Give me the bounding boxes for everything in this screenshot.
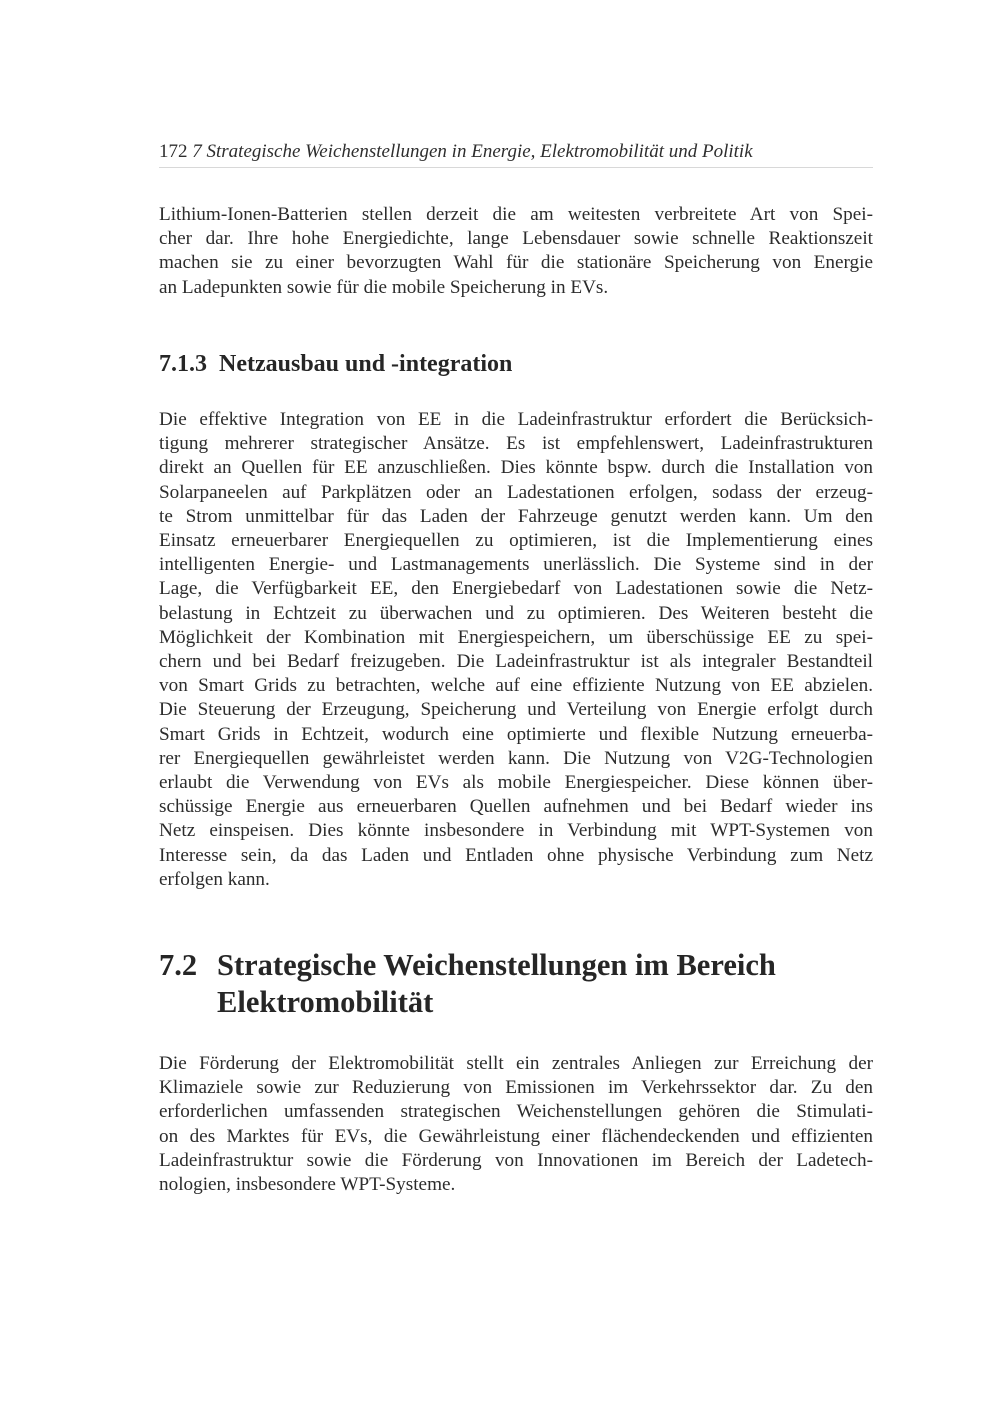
paragraph-line: tigung mehrerer strategischer Ansätze. Es ist empfehlenswert, Ladeinfrastrukturen — [159, 433, 873, 455]
paragraph-line: Die effektive Integration von EE in die Ladeinfrastruktur erfordert die Berücksich- — [159, 409, 873, 430]
paragraph-line: Die Förderung der Elektromobilität stellt ein zentrales Anliegen zur Erreichung der — [159, 1053, 873, 1074]
paragraph-line: Lage, die Verfügbarkeit EE, den Energiebedarf von Ladestationen sowie die Netz- — [159, 578, 873, 600]
page-number: 172 — [159, 141, 188, 162]
paragraph-line: chern und bei Bedarf freizugeben. Die Ladeinfrastruktur ist als integraler Bestandteil — [159, 651, 873, 673]
paragraph-line: te Strom unmittelbar für das Laden der Fahrzeuge genutzt werden kann. Um den — [159, 505, 873, 527]
paragraph-line: an Ladepunkten sowie für die mobile Speicherung in EVs. — [159, 276, 609, 298]
paragraph-line: belastung in Echtzeit zu überwachen und zu optimieren. Des Weiteren besteht die — [159, 602, 873, 624]
paragraph-line: machen sie zu einer bevorzugten Wahl für die stationäre Speicherung von Energie — [159, 252, 873, 274]
paragraph-line: erforderlichen umfassenden strategischen Weichenstellungen gehören die Stimulati- — [159, 1101, 873, 1123]
paragraph-lithium-ion — [159, 203, 873, 300]
subsection-number: 7.1.3 — [159, 351, 207, 377]
subsection-title: Netzausbau und -integration — [219, 351, 513, 377]
paragraph-line: cher dar. Ihre hohe Energiedichte, lange Lebensdauer sowie schnelle Reaktionszeit — [159, 228, 873, 250]
paragraph-line: on des Marktes für EVs, die Gewährleistung einer flächendeckenden und effizienten — [159, 1125, 873, 1147]
paragraph-line: Lithium-Ionen-Batterien stellen derzeit die am weitesten verbreitete Art von Spei- — [159, 204, 873, 225]
paragraph-line: direkt an Quellen für EE anzuschließen. Dies könnte bspw. durch die Installation von — [159, 457, 873, 479]
paragraph-line: nologien, insbesondere WPT-Systeme. — [159, 1174, 456, 1196]
paragraph-line: Netz einspeisen. Dies könnte insbesondere in Verbindung mit WPT-Systemen von — [159, 820, 873, 842]
paragraph-line: Die Steuerung der Erzeugung, Speicherung und Verteilung von Energie erfolgt durch — [159, 699, 873, 721]
paragraph-line: erlaubt die Verwendung von EVs als mobile Energiespeicher. Diese können über- — [159, 772, 873, 794]
paragraph-line: Möglichkeit der Kombination mit Energiespeichern, um überschüssige EE zu spei- — [159, 626, 873, 648]
paragraph-line: Ladeinfrastruktur sowie die Förderung von Innovationen im Bereich der Ladetech- — [159, 1149, 873, 1171]
subsection-heading — [159, 350, 512, 378]
paragraph-line: erfolgen kann. — [159, 868, 270, 890]
section-heading — [159, 947, 873, 1021]
paragraph-line: rer Energiequellen gewährleistet werden kann. Die Nutzung von V2G-Technologien — [159, 747, 873, 769]
section-number: 7.2 — [159, 948, 198, 982]
running-head — [159, 141, 873, 168]
paragraph-line: schüssige Energie aus erneuerbaren Quellen aufnehmen und bei Bedarf wieder ins — [159, 796, 873, 818]
paragraph-line: Smart Grids in Echtzeit, wodurch eine optimierte und flexible Nutzung erneuerba- — [159, 723, 873, 745]
running-chapter-title: 7 Strategische Weichenstellungen in Energie, Elektromobilität und Politik — [192, 141, 753, 162]
paragraph-line: Solarpaneelen auf Parkplätzen oder an Ladestationen erfolgen, sodass der erzeug- — [159, 481, 873, 503]
paragraph-line: Einsatz erneuerbarer Energiequellen zu optimieren, ist die Implementierung eines — [159, 530, 873, 552]
section-title-line-2: Elektromobilität — [217, 985, 434, 1019]
paragraph-line: von Smart Grids zu betrachten, welche auf eine effiziente Nutzung von EE abzielen. — [159, 675, 873, 697]
paragraph-line: Klimaziele sowie zur Reduzierung von Emissionen im Verkehrssektor dar. Zu den — [159, 1077, 873, 1099]
paragraph-line: intelligenten Energie- und Lastmanagements unerlässlich. Die Systeme sind in der — [159, 554, 873, 576]
paragraph-grid-integration — [159, 408, 873, 892]
section-title-line-1: Strategische Weichenstellungen im Bereich — [217, 948, 776, 982]
paragraph-line: Interesse sein, da das Laden und Entladen ohne physische Verbindung zum Netz — [159, 844, 873, 866]
paragraph-electromobility — [159, 1052, 873, 1197]
